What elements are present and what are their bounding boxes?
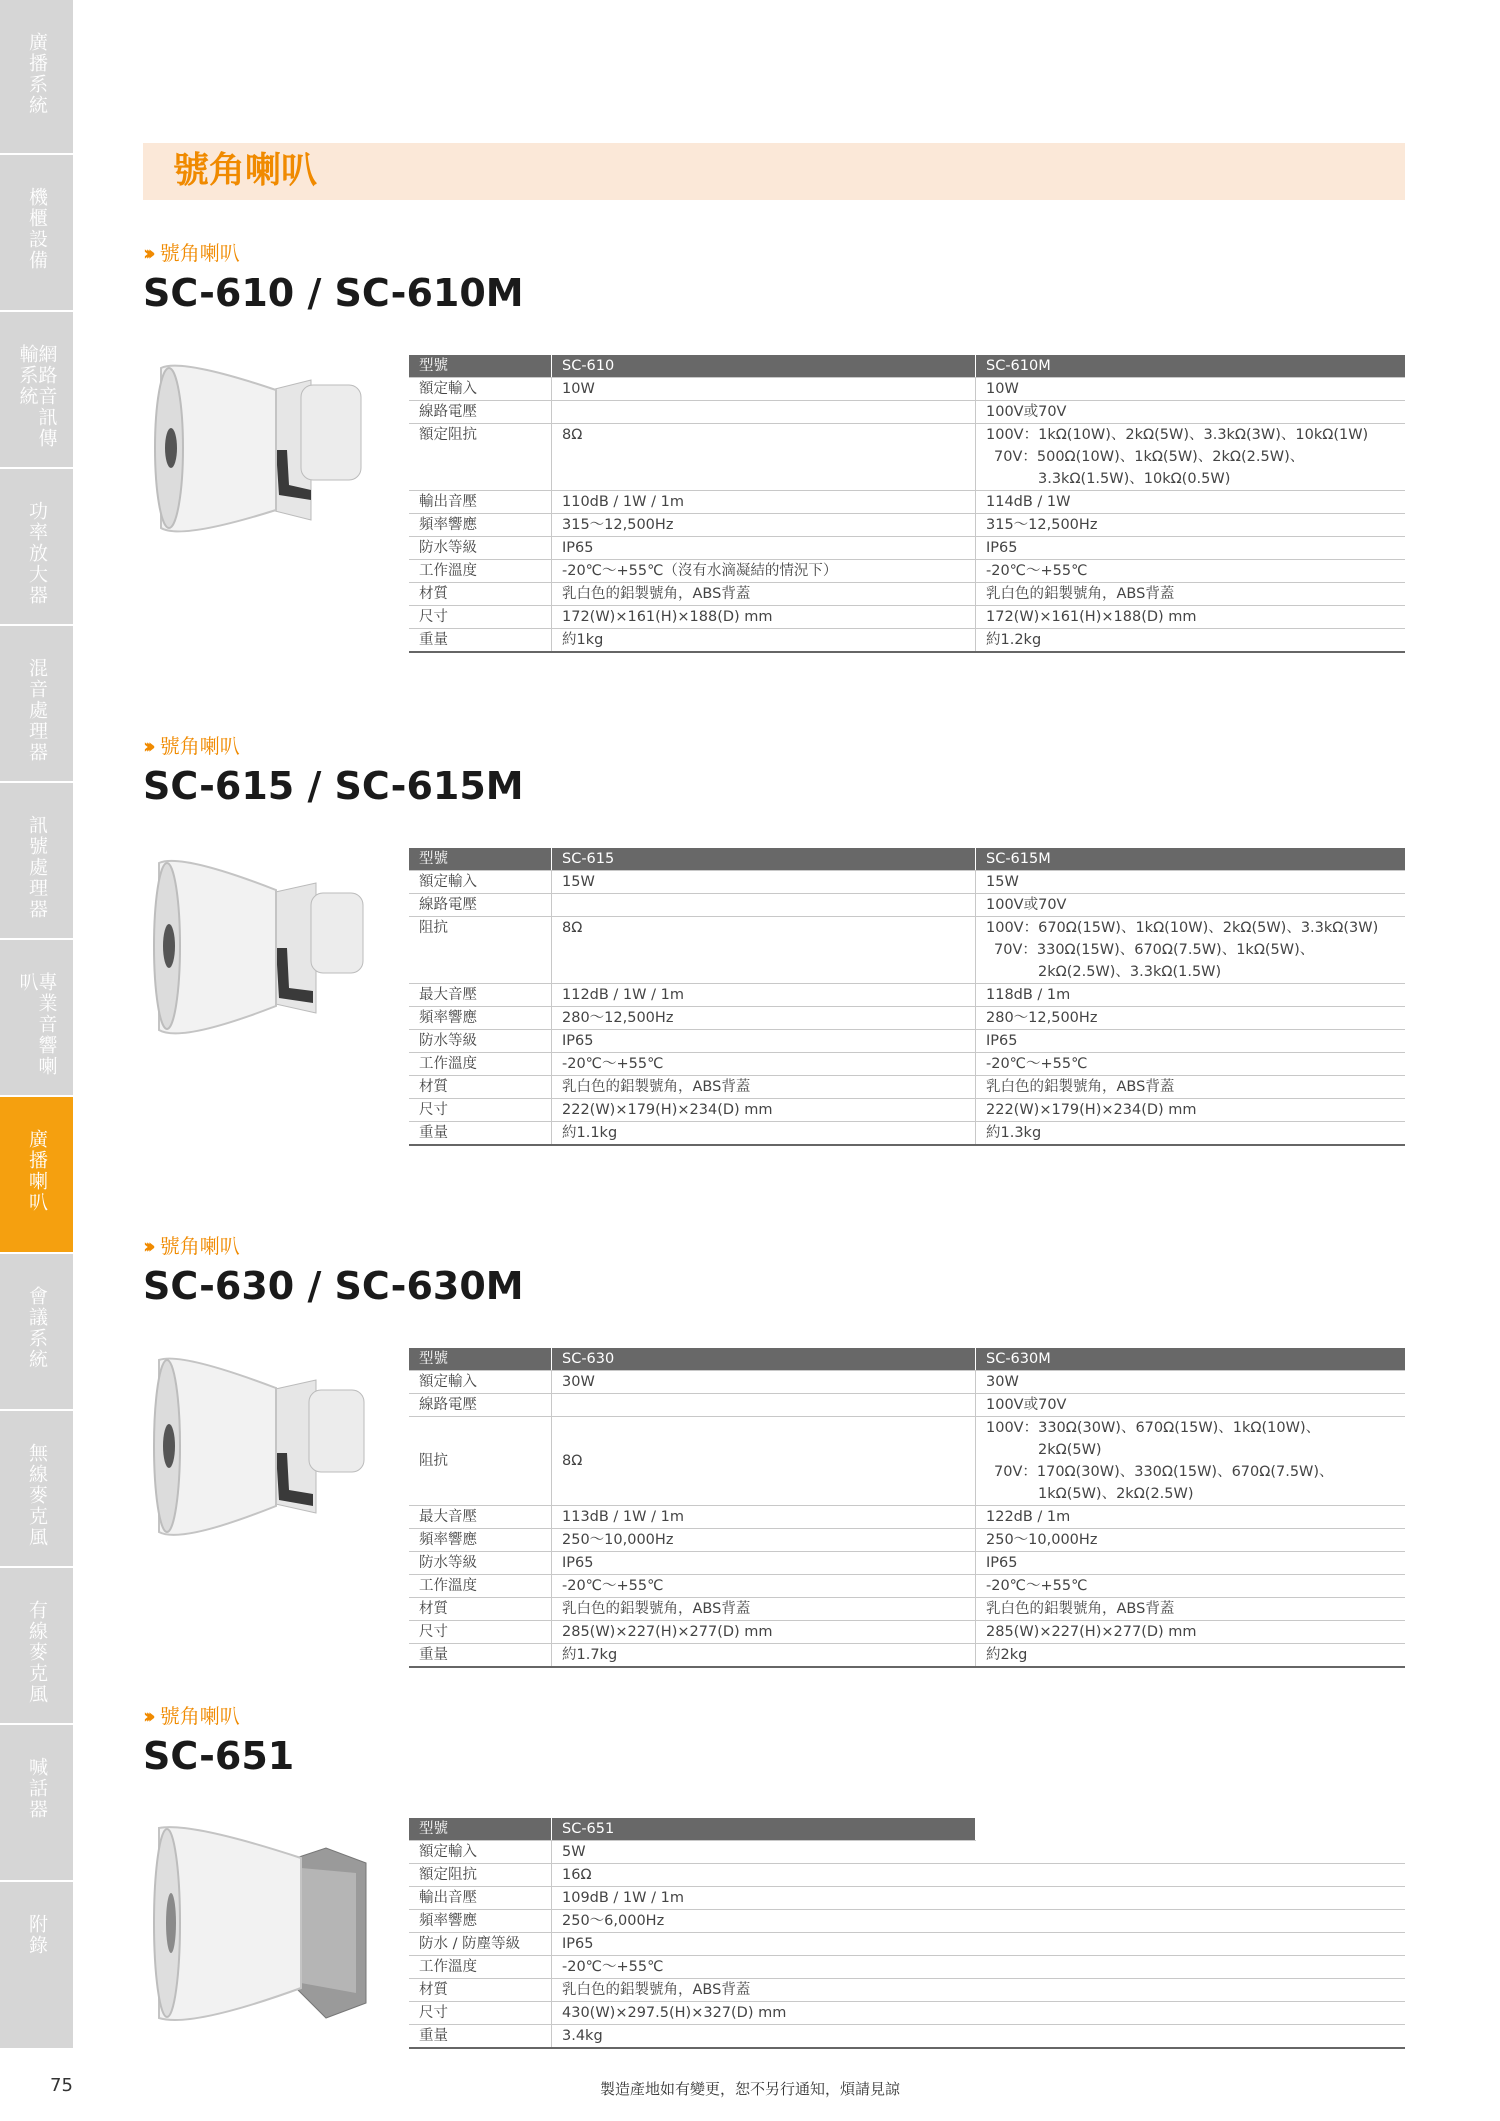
chevron-right-icon: ››› [143, 1704, 150, 1728]
spec-row: 阻抗 8Ω 100V：330Ω(30W)、670Ω(15W)、1kΩ(10W)、 2kΩ(5W) 70V：170Ω(30W)、330Ω(15W)、670Ω(7.5W)、 1kΩ(5W)、2kΩ(2.5W) [409, 1417, 1405, 1506]
spec-row: 額定輸入 5W [409, 1841, 1405, 1864]
spec-row: 輸出音壓 109dB / 1W / 1m [409, 1887, 1405, 1910]
spec-row: 材質 乳白色的鋁製號角，ABS背蓋 [409, 1979, 1405, 2002]
sidebar-tab-mixer[interactable]: 混音處理器 [0, 626, 73, 783]
spec-row: 阻抗 8Ω 100V：670Ω(15W)、1kΩ(10W)、2kΩ(5W)、3.3kΩ(3W) 70V：330Ω(15W)、670Ω(7.5W)、1kΩ(5W)、 2kΩ(2.5W)、3.3kΩ(1.5W) [409, 917, 1405, 984]
product-kicker: ››› 號角喇叭 [143, 1234, 240, 1258]
spec-row: 尺寸 285(W)×227(H)×277(D) mm 285(W)×227(H)×277(D) mm [409, 1621, 1405, 1644]
horn-speaker-image [151, 1818, 381, 2028]
spec-row: 頻率響應 280〜12,500Hz 280〜12,500Hz [409, 1007, 1405, 1030]
product-title: SC-630 / SC-630M [143, 1264, 524, 1308]
spec-row: 尺寸 430(W)×297.5(H)×327(D) mm [409, 2002, 1405, 2025]
footnote: 製造產地如有變更，恕不另行通知，煩請見諒 [599, 2080, 900, 2098]
spec-row: 線路電壓 100V或70V [409, 894, 1405, 917]
spec-row: 線路電壓 100V或70V [409, 401, 1405, 424]
spec-row: 工作溫度 -20℃〜+55℃ -20℃〜+55℃ [409, 1053, 1405, 1076]
category-header-band [143, 143, 1405, 200]
sidebar-tab-broadcast-speaker[interactable]: 廣播喇叭 [0, 1097, 73, 1254]
spec-header-row: 型號 SC-651 [409, 1818, 1405, 1841]
sidebar-tab-megaphone[interactable]: 喊話器 [0, 1725, 73, 1882]
product-title: SC-651 [143, 1734, 295, 1778]
horn-speaker-image [151, 350, 381, 550]
sidebar-tab-network-audio[interactable]: 網路音訊傳輸系統 [0, 312, 73, 469]
product-title: SC-610 / SC-610M [143, 271, 524, 315]
spec-table [409, 848, 1405, 1146]
spec-table [409, 355, 1405, 653]
spec-row: 頻率響應 250〜6,000Hz [409, 1910, 1405, 1933]
chevron-right-icon: ››› [143, 1234, 150, 1258]
spec-row: 材質 乳白色的鋁製號角，ABS背蓋 乳白色的鋁製號角，ABS背蓋 [409, 1598, 1405, 1621]
sidebar-tab-broadcast-system[interactable]: 廣播系統 [0, 0, 73, 155]
spec-table [409, 1818, 1405, 2049]
spec-row: 額定輸入 15W 15W [409, 871, 1405, 894]
spec-header-row: 型號 SC-630 SC-630M [409, 1348, 1405, 1371]
spec-row: 尺寸 172(W)×161(H)×188(D) mm 172(W)×161(H)×188(D) mm [409, 606, 1405, 629]
spec-row: 重量 3.4kg [409, 2025, 1405, 2049]
spec-row: 最大音壓 113dB / 1W / 1m 122dB / 1m [409, 1506, 1405, 1529]
spec-row: 材質 乳白色的鋁製號角，ABS背蓋 乳白色的鋁製號角，ABS背蓋 [409, 583, 1405, 606]
product-kicker: ››› 號角喇叭 [143, 1704, 240, 1728]
sidebar-tab-power-amplifier[interactable]: 功率放大器 [0, 469, 73, 626]
spec-row: 額定阻抗 16Ω [409, 1864, 1405, 1887]
spec-row: 重量 約1.1kg 約1.3kg [409, 1122, 1405, 1146]
spec-row: 工作溫度 -20℃〜+55℃ [409, 1956, 1405, 1979]
spec-row: 額定阻抗 8Ω 100V：1kΩ(10W)、2kΩ(5W)、3.3kΩ(3W)、10kΩ(1W) 70V：500Ω(10W)、1kΩ(5W)、2kΩ(2.5W)、 3.3kΩ(1.5W)、10kΩ(0.5W) [409, 424, 1405, 491]
spec-row: 材質 乳白色的鋁製號角，ABS背蓋 乳白色的鋁製號角，ABS背蓋 [409, 1076, 1405, 1099]
sidebar-tab-signal-processor[interactable]: 訊號處理器 [0, 783, 73, 940]
spec-row: 尺寸 222(W)×179(H)×234(D) mm 222(W)×179(H)×234(D) mm [409, 1099, 1405, 1122]
spec-row: 輸出音壓 110dB / 1W / 1m 114dB / 1W [409, 491, 1405, 514]
spec-header-row: 型號 SC-610 SC-610M [409, 355, 1405, 378]
category-title: 號角喇叭 [173, 150, 318, 191]
spec-row: 頻率響應 250〜10,000Hz 250〜10,000Hz [409, 1529, 1405, 1552]
spec-row: 防水等級 IP65 IP65 [409, 1030, 1405, 1053]
spec-row: 頻率響應 315〜12,500Hz 315〜12,500Hz [409, 514, 1405, 537]
spec-row: 工作溫度 -20℃〜+55℃（沒有水滴凝結的情況下） -20℃〜+55℃ [409, 560, 1405, 583]
spec-row: 重量 約1kg 約1.2kg [409, 629, 1405, 653]
spec-row: 防水等級 IP65 IP65 [409, 1552, 1405, 1575]
sidebar-tab-wired-mic[interactable]: 有線麥克風 [0, 1568, 73, 1725]
spec-row: 防水 / 防塵等級 IP65 [409, 1933, 1405, 1956]
product-kicker: ››› 號角喇叭 [143, 734, 240, 758]
sidebar-tab-appendix[interactable]: 附錄 [0, 1882, 73, 2050]
sidebar-tab-wireless-mic[interactable]: 無線麥克風 [0, 1411, 73, 1568]
page-number: 75 [50, 2075, 73, 2096]
spec-row: 額定輸入 30W 30W [409, 1371, 1405, 1394]
chevron-right-icon: ››› [143, 241, 150, 265]
spec-row: 防水等級 IP65 IP65 [409, 537, 1405, 560]
spec-row: 工作溫度 -20℃〜+55℃ -20℃〜+55℃ [409, 1575, 1405, 1598]
category-sidebar [0, 0, 73, 2050]
product-kicker: ››› 號角喇叭 [143, 241, 240, 265]
chevron-right-icon: ››› [143, 734, 150, 758]
spec-row: 線路電壓 100V或70V [409, 1394, 1405, 1417]
spec-header-row: 型號 SC-615 SC-615M [409, 848, 1405, 871]
spec-row: 最大音壓 112dB / 1W / 1m 118dB / 1m [409, 984, 1405, 1007]
sidebar-tab-pro-speaker[interactable]: 專業音響喇叭 [0, 940, 73, 1097]
horn-speaker-image [151, 1348, 381, 1548]
sidebar-tab-rack-equipment[interactable]: 機櫃設備 [0, 155, 73, 312]
spec-row: 額定輸入 10W 10W [409, 378, 1405, 401]
horn-speaker-image [151, 848, 381, 1048]
spec-row: 重量 約1.7kg 約2kg [409, 1644, 1405, 1668]
sidebar-tab-conference[interactable]: 會議系統 [0, 1254, 73, 1411]
spec-table [409, 1348, 1405, 1668]
product-title: SC-615 / SC-615M [143, 764, 524, 808]
